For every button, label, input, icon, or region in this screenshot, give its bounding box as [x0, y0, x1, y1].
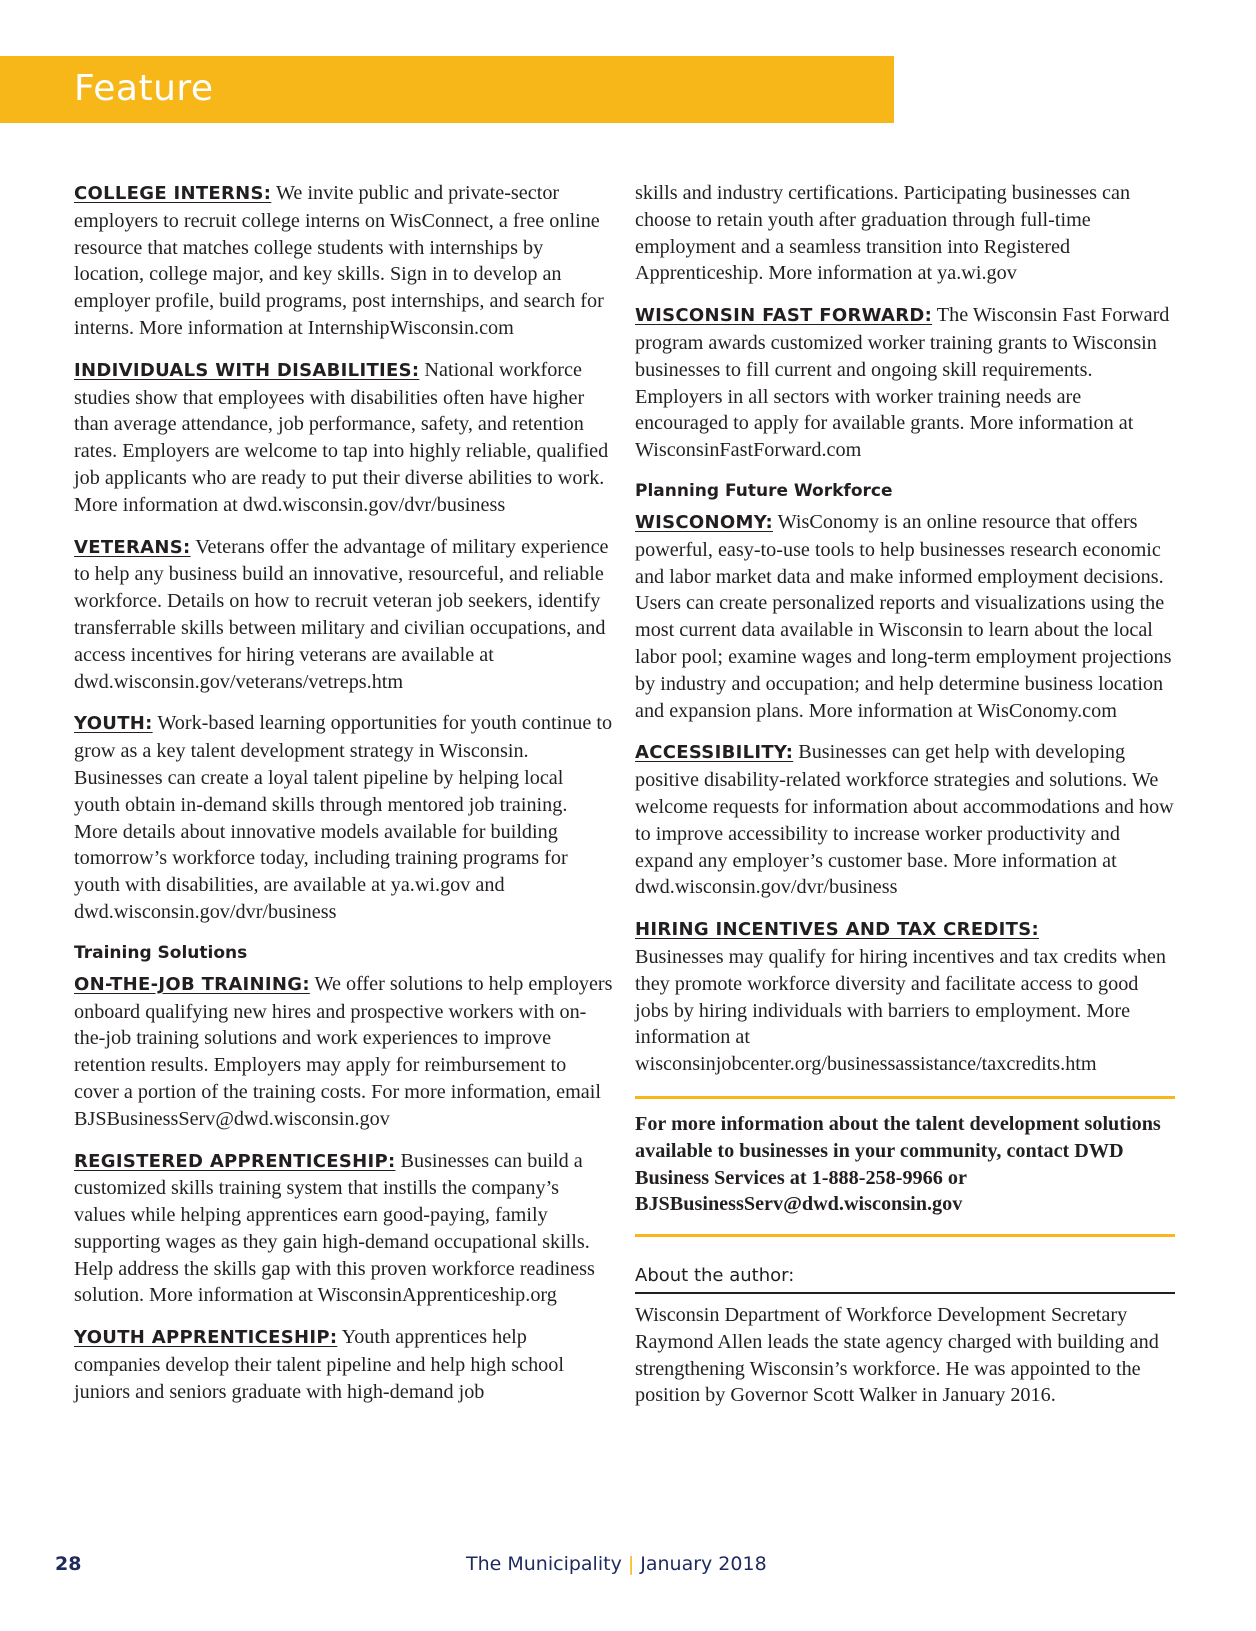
youth-text: Work-based learning opportunities for youth continue to grow as a key talent development strategy in Wisconsin. Businesses can create a loyal talent pipeline by helping local youth obtain in-demand skills through mentored job training. More details about innovative models available for building tomorrow’s workforce today, including training programs for youth with disabilities, are available at ya.wi.gov and dwd.wisconsin.gov/dvr/business	[74, 712, 613, 923]
youth-apprenticeship-text: Youth apprentices help companies develop their talent pipeline and help high school juniors and seniors graduate with high-demand job	[74, 1326, 564, 1403]
planning-heading: Planning Future Workforce	[635, 480, 893, 501]
ojt-paragraph	[74, 971, 614, 1133]
fast-forward-text: The Wisconsin Fast Forward program awards customized worker training grants to Wisconsin businesses to fill current and ongoing skill requirements. Employers in all sectors with worker training needs are encouraged to apply for available grants. More information at WisconsinFastForward.com	[635, 304, 1170, 462]
wisconomy-paragraph	[635, 509, 1175, 724]
about-author-text: Wisconsin Department of Workforce Development Secretary Raymond Allen leads the state agency charged with building and strengthening Wisconsin’s workforce. He was appointed to the position by Governor Scott Walker in January 2016.	[635, 1304, 1159, 1407]
veterans-heading: VETERANS:	[74, 536, 191, 558]
registered-apprenticeship-heading: REGISTERED APPRENTICESHIP:	[74, 1150, 396, 1172]
wisconomy-text: WisConomy is an online resource that offers powerful, easy-to-use tools to help businesses research economic and labor market data and make informed employment decisions. Users can create personalized reports and visualizations using the most current data available in Wisconsin to learn about the local labor pool; examine wages and long-term employment projections by industry and occupation; and help determine business location and expansion plans. More information at WisConomy.com	[635, 510, 1172, 722]
publication-name: The Municipality	[466, 1553, 622, 1575]
right-column	[635, 180, 1175, 1424]
registered-apprenticeship-paragraph	[74, 1148, 614, 1310]
publication-date: January 2018	[640, 1553, 767, 1575]
ojt-heading: ON-THE-JOB TRAINING:	[74, 973, 310, 995]
ojt-text: We offer solutions to help employers onboard qualifying new hires and prospective workers with on-the-job training solutions and work experiences to improve retention results. Employers may apply for reimbursement to cover a portion of the training costs. For more information, email BJSBusinessServ@dwd.wisconsin.gov	[74, 972, 613, 1130]
veterans-text: Veterans offer the advantage of military experience to help any business build an innovative, resourceful, and reliable workforce. Details on how to recruit veteran job seekers, identify transferrable skills between military and civilian occupations, and access incentives for hiring veterans are available at dwd.wisconsin.gov/veterans/vetreps.htm	[74, 535, 609, 693]
disabilities-paragraph	[74, 357, 614, 519]
accessibility-heading: ACCESSIBILITY:	[635, 742, 794, 764]
page-footer	[0, 1553, 1256, 1583]
youth-paragraph	[74, 710, 614, 925]
section-banner	[0, 56, 894, 123]
hiring-incentives-paragraph	[635, 916, 1175, 1078]
hiring-incentives-heading: HIRING INCENTIVES AND TAX CREDITS:	[635, 919, 1039, 941]
college-interns-heading: COLLEGE INTERNS:	[74, 183, 272, 204]
section-title: Feature	[74, 68, 214, 109]
accessibility-paragraph	[635, 739, 1175, 901]
publication-line	[466, 1553, 767, 1575]
training-solutions-heading: Training Solutions	[74, 942, 248, 963]
about-author-heading: About the author:	[635, 1259, 1175, 1294]
disabilities-heading: INDIVIDUALS WITH DISABILITIES:	[74, 359, 420, 381]
registered-apprenticeship-text: Businesses can build a customized skills training system that instills the company’s values while helping apprentices earn good-paying, family supporting wages as they gain high-demand occupational skills. Help address the skills gap with this proven workforce readiness solution. More information at WisconsinApprenticeship.org	[74, 1149, 595, 1307]
veterans-paragraph	[74, 534, 614, 696]
hiring-incentives-text: Businesses may qualify for hiring incentives and tax credits when they promote workforce diversity and facilitate access to good jobs by hiring individuals with barriers to employment. More information at wisconsinjobcenter.org/businessassistance/taxcredits.htm	[635, 945, 1166, 1076]
footer-separator: |	[627, 1553, 635, 1575]
youth-apprenticeship-continued: skills and industry certifications. Participating businesses can choose to retain youth after graduation through full-time employment and a seamless transition into Registered Apprenticeship. More information at ya.wi.gov	[635, 182, 1131, 285]
contact-callout: For more information about the talent development solutions available to businesses in your community, contact DWD Business Services at 1-888-258-9966 or BJSBusinessServ@dwd.wisconsin.gov	[635, 1096, 1175, 1237]
college-interns-paragraph	[74, 180, 614, 342]
page-number: 28	[55, 1553, 82, 1575]
disabilities-text: National workforce studies show that employees with disabilities often have higher than average attendance, job performance, safety, and retention rates. Employers are welcome to tap into highly reliable, qualified job applicants who are ready to put their diverse abilities to work. More information at dwd.wisconsin.gov/dvr/business	[74, 358, 609, 516]
left-column	[74, 180, 614, 1421]
youth-apprenticeship-heading: YOUTH APPRENTICESHIP:	[74, 1327, 338, 1349]
wisconomy-heading: WISCONOMY:	[635, 511, 773, 533]
fast-forward-paragraph	[635, 302, 1175, 464]
accessibility-text: Businesses can get help with developing positive disability-related workforce strategies and solutions. We welcome requests for information about accommodations and how to improve accessibility to increase worker productivity and expand any employer’s customer base. More information at dwd.wisconsin.gov/dvr/business	[635, 741, 1174, 899]
youth-heading: YOUTH:	[74, 713, 153, 735]
fast-forward-heading: WISCONSIN FAST FORWARD:	[635, 305, 933, 327]
youth-apprenticeship-paragraph	[74, 1324, 614, 1405]
college-interns-text: We invite public and private-sector employers to recruit college interns on WisConnect, a free online resource that matches college students with internships by location, college major, and key skills. Sign in to develop an employer profile, build programs, post internships, and search for interns. More information at InternshipWisconsin.com	[74, 182, 604, 339]
